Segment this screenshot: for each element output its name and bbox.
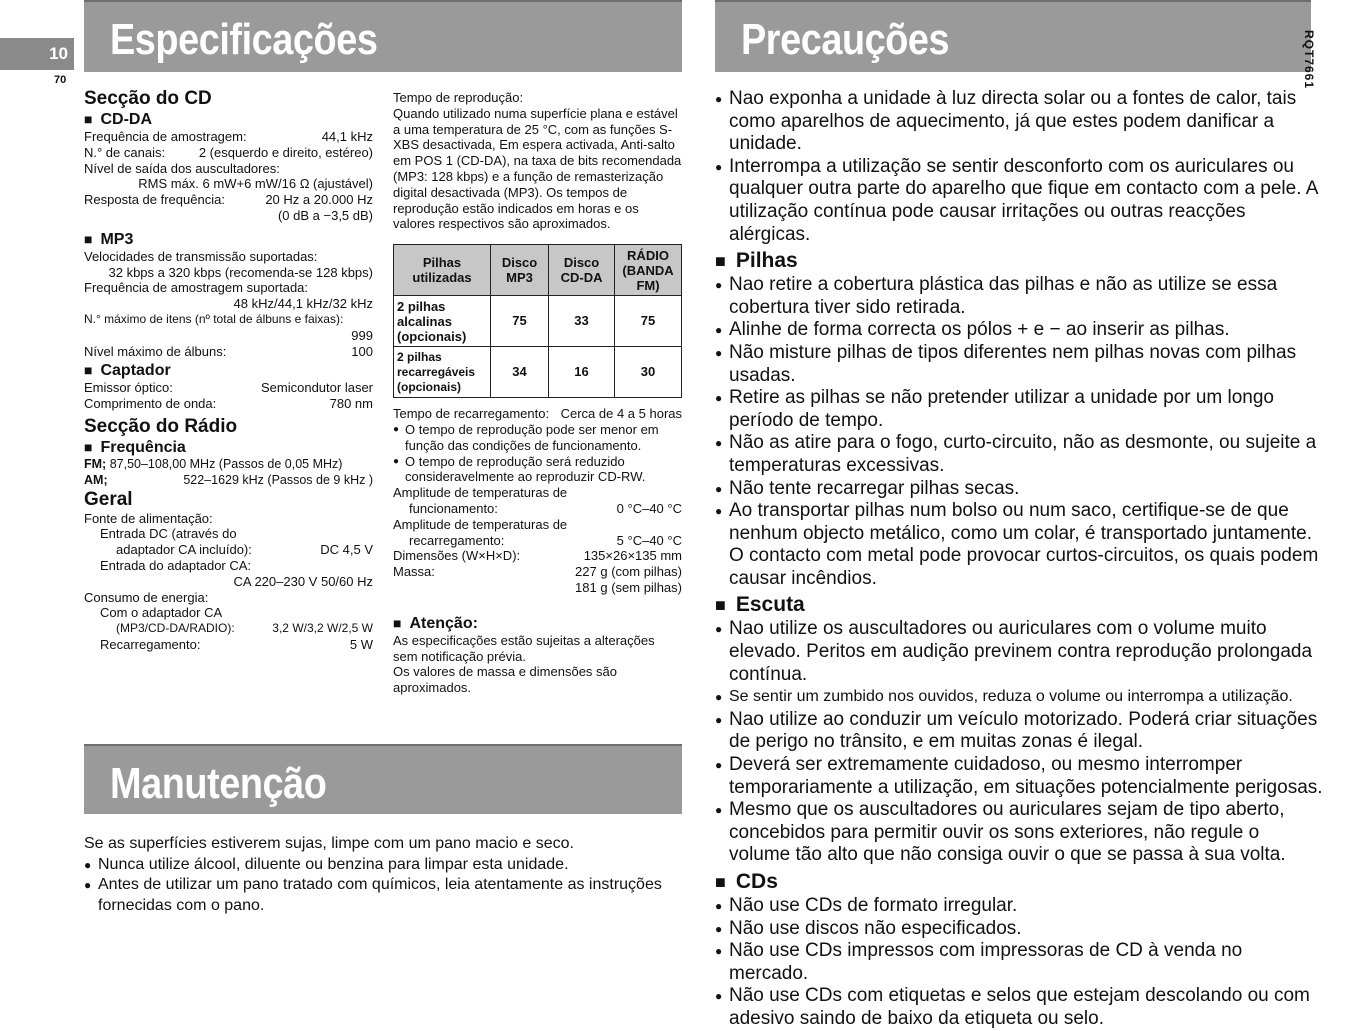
spec-label: Amplitude de temperaturas de — [393, 485, 568, 501]
spec-value: 5 W — [349, 636, 373, 652]
spec-value: 87,50–108,00 MHz (Passos de 0,05 MHz) — [109, 456, 343, 471]
spec-label: N.° de canais: — [84, 144, 166, 160]
spec-value: 227 g (com pilhas) — [575, 564, 682, 580]
spec-value: RMS máx. 6 mW+6 mW/16 Ω (ajustável) — [138, 176, 373, 192]
spec-label: Nível de saída dos auscultadores: — [84, 160, 280, 176]
spec-label: (MP3/CD-DA/RADIO): — [116, 621, 235, 636]
maintenance-item: ● Nunca utilize álcool, diluente ou benzina para limpar esta unidade. — [84, 855, 684, 876]
spec-label: Entrada DC (através do — [100, 526, 237, 542]
cds-heading: ■ CDs — [715, 869, 1325, 895]
page-number: 10 — [0, 38, 74, 70]
table-header-cell: Disco MP3 — [491, 245, 549, 296]
table-cell: 16 — [549, 347, 615, 398]
spec-label: Frequência de amostragem: — [84, 129, 247, 144]
attention-title: Atenção: — [409, 614, 478, 632]
battery-life-table — [393, 244, 682, 398]
spec-label: Comprimento de onda: — [84, 396, 217, 412]
precaution-item: ● Interrompa a utilização se sentir desconforto com os auriculares ou qualquer outra parte do aparelho que fique em contacto com a pele. A utilização contínua pode causar irritações ou outras reacções alérgicas. — [715, 156, 1325, 246]
precaution-item: ● Não use CDs com etiquetas e selos que estejam descolando ou com adesivo saindo de baixo da etiqueta ou selo. — [715, 985, 1325, 1030]
precaution-item: ● Nao utilize ao conduzir um veículo motorizado. Poderá criar situações de perigo no trânsito, e em muitas zonas é ilegal. — [715, 709, 1325, 754]
general-heading: Geral — [84, 488, 133, 510]
spec-label: Nível máximo de álbuns: — [84, 343, 227, 359]
spec-label: AM; — [84, 472, 108, 487]
spec-value: 32 kbps a 320 kbps (recomenda-se 128 kbps) — [108, 264, 373, 280]
specs-column — [84, 88, 373, 653]
spec-label: Dimensões (W×H×D): — [393, 548, 521, 564]
spec-value: 780 nm — [329, 396, 373, 412]
cdda-heading: ■ CD-DA — [84, 110, 373, 129]
spec-value: 181 g (sem pilhas) — [575, 579, 682, 595]
precaution-item: ● Não use CDs impressos com impressoras de CD à venda no mercado. — [715, 940, 1325, 985]
precaution-item: ● Alinhe de forma correcta os pólos + e − ao inserir as pilhas. — [715, 319, 1325, 342]
precaution-item: ● Não use CDs de formato irregular. — [715, 895, 1325, 918]
banner-precautions — [715, 0, 1311, 72]
table-cell: 75 — [491, 296, 549, 347]
spec-value: CA 220–230 V 50/60 Hz — [233, 573, 373, 589]
precaution-item: ● Nao retire a cobertura plástica das pilhas e não as utilize se essa cobertura tiver sido retirada. — [715, 274, 1325, 319]
spec-value: 5 °C–40 °C — [616, 532, 682, 548]
section-title-maintenance: Manutenção — [110, 759, 327, 808]
spec-value: (0 dB a −3,5 dB) — [277, 207, 373, 223]
table-row — [394, 296, 682, 347]
banner-specifications — [84, 0, 682, 72]
spec-label: Resposta de frequência: — [84, 192, 225, 208]
spec-value: DC 4,5 V — [320, 542, 373, 558]
attention-text: As especificações estão sujeitas a alterações sem notificação prévia. — [393, 632, 655, 664]
spec-label: Emissor óptico: — [84, 380, 173, 396]
precaution-item: ● Retire as pilhas se não pretender utilizar a unidade por um longo período de tempo. — [715, 387, 1325, 432]
precaution-item: ● Nao exponha a unidade à luz directa solar ou a fontes de calor, tais como aparelhos de aquecimento, já que estes podem danificar a unidade. — [715, 88, 1325, 156]
table-cell: 34 — [491, 347, 549, 398]
spec-label: FM; — [84, 456, 107, 471]
spec-row — [393, 406, 682, 422]
precaution-item: ● Se sentir um zumbido nos ouvidos, reduza o volume ou interrompa a utilização. — [715, 686, 1325, 709]
spec-label: adaptador CA incluído): — [116, 542, 252, 558]
spec-label: Fonte de alimentação: — [84, 510, 213, 526]
pickup-heading: ■ Captador — [84, 361, 373, 380]
attention-heading — [393, 614, 682, 633]
maintenance-intro: Se as superfícies estiverem sujas, limpe com um pano macio e seco. — [84, 835, 574, 852]
table-cell: 30 — [615, 347, 682, 398]
spec-label: Recarregamento: — [100, 636, 201, 652]
spec-row — [84, 344, 373, 360]
spec-label: funcionamento: — [409, 500, 498, 516]
spec-label: recarregamento: — [409, 532, 505, 548]
table-cell: 2 pilhas alcalinas (opcionais) — [394, 296, 491, 347]
precaution-item: ● Não use discos não especificados. — [715, 918, 1325, 941]
precautions-column — [715, 88, 1325, 1031]
playtime-text: Quando utilizado numa superfície plana e estável a uma temperatura de 25 °C, com as funções S-XBS desactivada, Em espera activada, Anti-salto em POS 1 (CD-DA), na taxa de bits recomendada (MP3: 128 kbps) e a função de remasterização digital desactivada (MP3). Os tempos de reprodução estão indicados em horas e os valores respectivos são aproximados. — [393, 105, 682, 232]
document-code: RQT7661 — [1302, 30, 1316, 90]
spec-row — [84, 637, 373, 653]
section-title-precautions: Precauções — [741, 15, 950, 64]
spec-value: Semicondutor laser — [261, 380, 373, 396]
maintenance-text — [84, 834, 684, 916]
precaution-item: ● Não as atire para o fogo, curto-circuito, não as desmonte, ou sujeite a temperaturas excessivas. — [715, 432, 1325, 477]
page-sub-number: 70 — [54, 74, 67, 86]
playtime-column — [393, 90, 682, 696]
spec-row — [84, 621, 373, 637]
spec-row — [84, 457, 373, 473]
spec-label: Frequência de amostragem suportada: — [84, 280, 309, 296]
batteries-heading: ■ Pilhas — [715, 248, 1325, 274]
listening-heading: ■ Escuta — [715, 592, 1325, 618]
table-header-cell: Pilhas utilizadas — [394, 245, 491, 296]
frequency-heading: ■ Frequência — [84, 438, 373, 457]
table-cell: 2 pilhas recarregáveis (opcionais) — [394, 347, 491, 398]
table-header-cell: Disco CD-DA — [549, 245, 615, 296]
note-item: ● O tempo de reprodução será reduzido consideravelmente ao reproduzir CD-RW. — [393, 454, 682, 486]
table-row — [394, 347, 682, 398]
spec-row — [84, 542, 373, 558]
precaution-item: ● Mesmo que os auscultadores ou auriculares sejam de tipo aberto, concebidos para permitir ouvir os sons exteriores, não regule o volume tão alto que não consiga ouvir o que se passa à sua volta. — [715, 799, 1325, 867]
spec-row — [393, 548, 682, 564]
maintenance-item: ● Antes de utilizar um pano tratado com químicos, leia atentamente as instruções fornecidas com o pano. — [84, 875, 684, 916]
table-header-cell: RÁDIO (BANDA FM) — [615, 245, 682, 296]
spec-value: 44,1 kHz — [321, 129, 373, 144]
precaution-item: ● Nao utilize os auscultadores ou auriculares com o volume muito elevado. Peritos em audição previnem contra reprodução prolongada contínua. — [715, 618, 1325, 686]
spec-label: Massa: — [393, 564, 435, 580]
precaution-item: ● Não tente recarregar pilhas secas. — [715, 478, 1325, 501]
spec-row — [393, 533, 682, 549]
spec-row — [393, 501, 682, 517]
banner-maintenance — [84, 744, 682, 814]
spec-value: 20 Hz a 20.000 Hz — [265, 192, 373, 208]
spec-row — [84, 396, 373, 412]
mp3-heading: ■ MP3 — [84, 230, 373, 249]
section-title-specifications: Especificações — [110, 15, 378, 64]
precaution-item: ● Não misture pilhas de tipos diferentes nem pilhas novas com pilhas usadas. — [715, 342, 1325, 387]
spec-value: 2 (esquerdo e direito, estéreo) — [198, 144, 373, 160]
precaution-item: ● Deverá ser extremamente cuidadoso, ou mesmo interromper temporariamente a utilização, em situações potencialmente perigosas. — [715, 754, 1325, 799]
spec-value: 135×26×135 mm — [583, 548, 682, 564]
table-cell: 33 — [549, 296, 615, 347]
table-header-row — [394, 245, 682, 296]
cd-section-heading: Secção do CD — [84, 88, 212, 109]
spec-value: 3,2 W/3,2 W/2,5 W — [272, 621, 373, 636]
spec-value: 48 kHz/44,1 kHz/32 kHz — [233, 296, 373, 312]
spec-row — [84, 380, 373, 396]
spec-row — [84, 473, 373, 489]
note-item: ● O tempo de reprodução pode ser menor em função das condições de funcionamento. — [393, 422, 682, 454]
radio-section-heading: Secção do Rádio — [84, 415, 238, 437]
playtime-title: Tempo de reprodução: — [393, 90, 524, 105]
spec-value: 999 — [351, 327, 373, 343]
spec-value: 100 — [351, 343, 373, 359]
precaution-item: ● Ao transportar pilhas num bolso ou num saco, certifique-se de que nenhum objecto metálico, como um colar, é transportado juntamente. O contacto com metal pode provocar curtos-circuitos, os quais podem causar incêndios. — [715, 500, 1325, 590]
spec-label: N.° máximo de itens (nº total de álbuns e faixas): — [84, 311, 344, 326]
spec-row — [84, 145, 373, 161]
spec-row — [393, 564, 682, 580]
spec-label: Tempo de recarregamento: — [393, 406, 550, 422]
table-cell: 75 — [615, 296, 682, 347]
attention-text: Os valores de massa e dimensões são aproximados. — [393, 664, 617, 696]
spec-label: Entrada do adaptador CA: — [100, 557, 252, 573]
spec-value: 0 °C–40 °C — [616, 500, 682, 516]
spec-label: Com o adaptador CA — [100, 605, 223, 621]
spec-row — [84, 129, 373, 145]
spec-label: Consumo de energia: — [84, 589, 209, 605]
spec-value: Cerca de 4 a 5 horas — [560, 406, 682, 422]
spec-row — [84, 192, 373, 208]
spec-label: Amplitude de temperaturas de — [393, 516, 568, 532]
spec-value: 522–1629 kHz (Passos de 9 kHz ) — [183, 472, 373, 487]
spec-label: Velocidades de transmissão suportadas: — [84, 248, 318, 264]
